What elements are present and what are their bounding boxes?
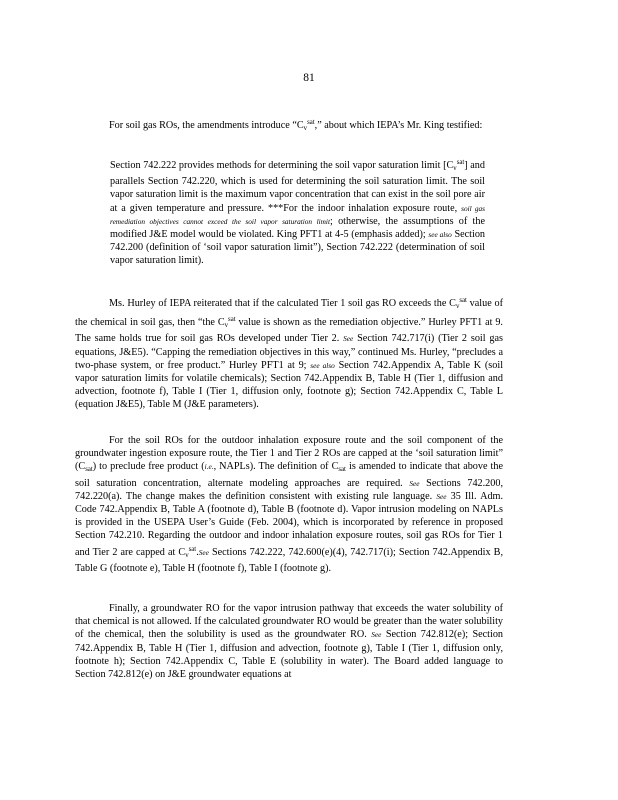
groundwater-paragraph: Finally, a groundwater RO for the vapor intrusion pathway that exceeds the water solubility of that chemical is not allowed. If the calculated groundwater RO would be greater than the water solubility of the chemical, then the solubility is used as the groundwater RO. See Section 742.812(e); Section 742.Appendix B, Table H (Tier 1, diffusion and advection, footnote g), Table I (Tier 1, diffusion only, footnote h); Section 742.Appendix C, Table E (solubility in water). The Board added language to Section 742.812(e) on J&E groundwater equations at [75, 603, 504, 681]
hurley-paragraph: Ms. Hurley of IEPA reiterated that if the calculated Tier 1 soil gas RO exceeds the $C_v^{sat}$ value of the chemical in soil gas, then “the $C_v^{sat}$ value is shown as the remediation objective.” Hurley PFT1 at 9. The same holds true for soil gas ROs developed under Tier 2. See Section 742.717(i) (Tier 2 soil gas equations, J&E5). “Capping the remediation objectives in this way,” continued Ms. Hurley, “precludes a two-phase system, or free product.” Hurley PFT1 at 9; see also Section 742.Appendix A, Table K (soil vapor saturation limits for volatile chemicals); Section 742.Appendix B, Table H (Tier 1, diffusion and advection, footnote f), Table I (Tier 1, diffusion only, footnote g); Section 742.Appendix C, Table L (equation J&E5), Table M (J&E parameters). [75, 297, 504, 411]
intro-paragraph: For soil gas ROs, the amendments introduce “$C_v^{sat}$,” about which IEPA’s Mr. King testified: [109, 119, 483, 132]
superscript: sat [307, 119, 315, 126]
subscript: v [303, 125, 308, 132]
soil-ro-paragraph: For the soil ROs for the outdoor inhalation exposure route and the soil component of the groundwater ingestion exposure route, the Tier 1 and Tier 2 ROs are capped at the ‘soil saturation limit” $(C_{sat})$ to preclude free product (i.e., NAPLs). The definition of $C_{sat}$ is amended to indicate that above the soil saturation concentration, alternate modeling approaches are required. See Sections 742.200, 742.220(a). The change makes the definition consistent with existing rule language. See 35 Ill. Adm. Code 742.Appendix B, Table A (footnote d), Table B (footnote d). Vapor intrusion modeling on NAPLs is provided in the USEPA User’s Guide (Feb. 2004), which is incorporated by reference in proposed Section 742.210. Regarding the outdoor and indoor inhalation exposure routes, soil gas ROs for Tier 1 and Tier 2 are capped at $C_v^{sat}.See$ Sections 742.222, 742.600(e)(4), 742.717(i); Section 742.Appendix B, Table G (footnote e), Table H (footnote f), Table I (footnote g). [75, 435, 504, 574]
page-number: 81 [303, 72, 315, 84]
emphasis-text: soil gas remediation objectives cannot exceed the soil vapor saturation limit [110, 203, 486, 226]
block-quote: Section 742.222 provides methods for determining the soil vapor saturation limit $[C_v^{sat}]$ and parallels Section 742.220, which is used for determining the soil saturation limit. The soil vapor saturation limit is the maximum vapor concentration that can exist in the soil pore air at a given temperature and pressure. ***For the indoor inhalation exposure route, soil gas remediation objectives cannot exceed the soil vapor saturation limit; otherwise, the assumptions of the modified J&E model would be violated. King PFT1 at 4-5 (emphasis added); see also Section 742.200 (definition of ‘soil vapor saturation limit”), Section 742.222 (determination of soil vapor saturation limit). [110, 159, 486, 267]
